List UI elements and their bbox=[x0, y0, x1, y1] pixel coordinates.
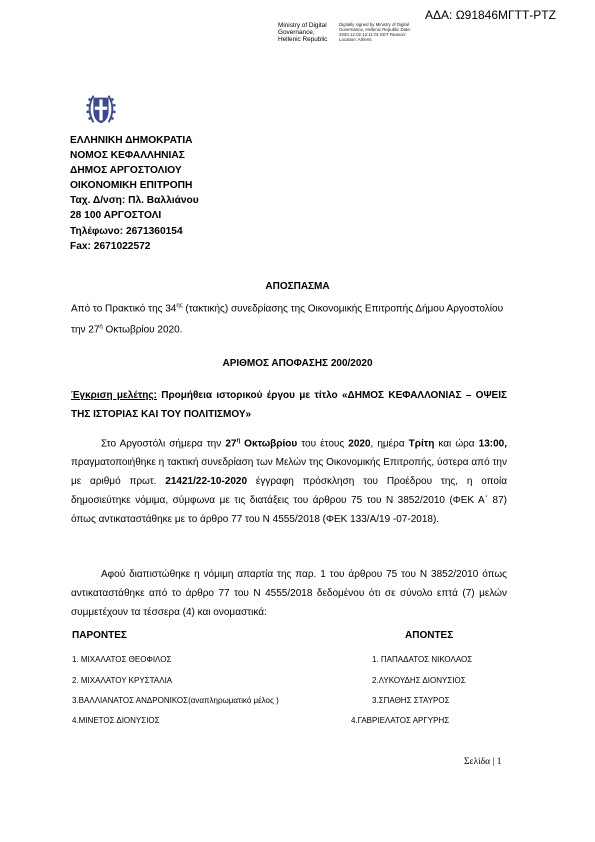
quorum-paragraph: Αφού διαπιστώθηκε η νόμιμη απαρτία της παρ. 1 του άρθρου 75 του Ν 3852/2010 όπως αντικαταστάθηκε από το άρθρο 77 του Ν 4555/2018 δεδομένου ότι σε σύνολο επτά (7) μελών συμμετέχουν τα τέσσερα (4) και ονομαστικά: bbox=[71, 569, 507, 618]
subject-text: Προμήθεια ιστορικού έργου με τίτλο «ΔΗΜΟΣ ΚΕΦΑΛΛΟΝΙΑΣ – ΟΨΕΙΣ ΤΗΣ ΙΣΤΟΡΙΑΣ ΚΑΙ ΤΟΥ ΠΟΛΙΤΙΣΜΟΥ» bbox=[71, 390, 507, 420]
header-line-1: ΕΛΛΗΝΙΚΗ ΔΗΜΟΚΡΑΤΙΑ bbox=[70, 135, 193, 146]
absent-member: 4.ΓΑΒΡΙΕΛΑΤΟΣ ΑΡΓΥΡΗΣ bbox=[351, 716, 450, 725]
subject-paragraph bbox=[71, 386, 507, 424]
header-fax: Fax: 2671022572 bbox=[70, 240, 151, 252]
subject-label: Έγκριση μελέτης: bbox=[71, 390, 157, 401]
present-member: 2. ΜΙΧΑΛΑΤΟΥ ΚΡΥΣΤΑΛΙΑ bbox=[72, 676, 173, 685]
signature-details: Digitally signed by Ministry of Digital Governance, Hellenic Republic Date: 2020.12.02 12:11:01 EET Reason: Location: Athens bbox=[339, 22, 411, 42]
intro-paragraph: Από το Πρακτικό της $34^{\eta\varsigma}$ (τακτικής) συνεδρίασης της Οικονομικής Επιτροπής Δήμου Αργοστολίου την $27^\eta$ Οκτωβρίου 2020. bbox=[71, 303, 504, 336]
header-phone: Τηλέφωνο: 2671360154 bbox=[70, 225, 183, 237]
absent-member: 1. ΠΑΠΑΔΑΤΟΣ ΝΙΚΟΛΑΟΣ bbox=[372, 655, 473, 664]
header-line-2: ΝΟΜΟΣ ΚΕΦΑΛΛΗΝΙΑΣ bbox=[70, 150, 185, 162]
hellenic-emblem-icon bbox=[82, 90, 120, 128]
decision-number: ΑΡΙΘΜΟΣ ΑΠΟΦΑΣΗΣ 200/2020 bbox=[222, 358, 373, 369]
present-member: 1. ΜΙΧΑΛΑΤΟΣ ΘΕΟΦΙΛΟΣ bbox=[72, 655, 172, 664]
header-line-3: ΔΗΜΟΣ ΑΡΓΟΣΤΟΛΙΟΥ bbox=[70, 165, 182, 177]
document-title: ΑΠΟΣΠΑΣΜΑ bbox=[265, 281, 330, 292]
session-paragraph: Στο Αργοστόλι σήμερα την $27^\eta$ Οκτωβρίου του έτους 2020, ημέρα Τρίτη και ώρα 13:00, πραγματοποιήθηκε η τακτική συνεδρίαση των Μελών της Οικονομικής Επιτροπής, ύστερα από την με αριθμό πρωτ. 21421/22-10-2020 έγγραφη πρόσκληση του Προέδρου της, η οποία δημοσιεύτηκε νόμιμα, σύμφωνα με τις διατάξεις του άρθρου 75 του Ν 3852/2010 (ΦΕΚ Α΄ 87) όπως αντικαταστάθηκε με το άρθρο 77 του Ν 4555/2018 (ΦΕΚ 133/Α/19 -07-2018). bbox=[71, 438, 508, 526]
ada-code: ΑΔΑ: Ω91846ΜΓΤΤ-ΡΤΖ bbox=[425, 8, 556, 22]
page-number: Σελίδα | 1 bbox=[464, 757, 502, 767]
header-postal: 28 100 ΑΡΓΟΣΤΟΛΙ bbox=[70, 210, 162, 222]
header-address: Ταχ. Δ/νση: Πλ. Βαλλιάνου bbox=[70, 195, 199, 207]
absent-member: 3.ΣΠΑΘΗΣ ΣΤΑΥΡΟΣ bbox=[372, 696, 450, 705]
present-member: 3.ΒΑΛΛΙΑΝΑΤΟΣ ΑΝΔΡΟΝΙΚΟΣ(αναπληρωματικό μέλος ) bbox=[72, 696, 279, 705]
issuer-header bbox=[70, 133, 199, 254]
absent-member: 2.ΛΥΚΟΥΔΗΣ ΔΙΟΝΥΣΙΟΣ bbox=[372, 676, 466, 685]
header-line-4: ΟΙΚΟΝΟΜΙΚΗ ΕΠΙΤΡΟΠΗ bbox=[70, 180, 193, 192]
present-member: 4.ΜΙΝΕΤΟΣ ΔΙΟΝΥΣΙΟΣ bbox=[72, 716, 160, 725]
signature-signer: Ministry of Digital Governance, Hellenic Republic bbox=[278, 22, 328, 43]
present-header: ΠΑΡΟΝΤΕΣ bbox=[72, 630, 127, 641]
absent-header: ΑΠΟΝΤΕΣ bbox=[405, 630, 454, 641]
